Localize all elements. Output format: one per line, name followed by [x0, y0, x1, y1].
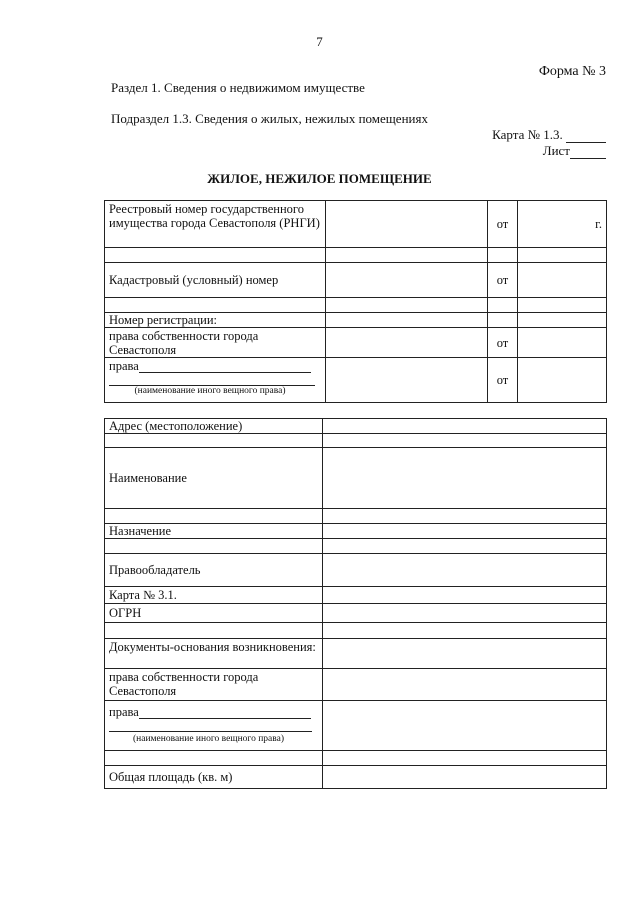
basis-documents-label: Документы-основания возникновения:	[105, 639, 323, 669]
registry-date-year-label: г.	[518, 201, 607, 248]
sheet-number	[543, 143, 606, 159]
ownership-rights-label: права собственности города Севастополя	[105, 328, 326, 358]
purpose-row	[105, 524, 607, 539]
other-right-cell	[105, 358, 326, 403]
card-3-1-value	[323, 587, 607, 604]
card-number	[492, 127, 606, 143]
cadastral-number-value	[326, 263, 488, 298]
total-area-value	[323, 766, 607, 789]
right-holder-value	[323, 554, 607, 587]
spacer-row	[105, 623, 607, 639]
ownership-registration-row	[105, 328, 607, 358]
name-row	[105, 448, 607, 509]
address-label: Адрес (местоположение)	[105, 419, 323, 434]
rights-blank	[139, 372, 311, 373]
registry-number-label: Реестровый номер государственного имущества города Севастополя (РНГИ)	[105, 201, 326, 248]
name-value	[323, 448, 607, 509]
card-number-label: Карта № 1.3.	[492, 127, 563, 142]
spacer-row	[105, 298, 607, 313]
cadastral-number-row	[105, 263, 607, 298]
details-table	[104, 418, 607, 789]
total-area-label: Общая площадь (кв. м)	[105, 766, 323, 789]
purpose-label: Назначение	[105, 524, 323, 539]
registration-number-row	[105, 313, 607, 328]
other-right-date-value	[518, 358, 607, 403]
sheet-label: Лист	[542, 143, 570, 158]
ownership-rights-label: права собственности города Севастополя	[105, 669, 323, 701]
right-holder-row	[105, 554, 607, 587]
other-right-registration-value	[326, 358, 488, 403]
ownership-basis-row	[105, 669, 607, 701]
other-right-registration-row	[105, 358, 607, 403]
total-area-row	[105, 766, 607, 789]
address-value	[323, 419, 607, 434]
other-right-caption: (наименование иного вещного права)	[132, 734, 285, 744]
registry-number-row	[105, 201, 607, 248]
section-title: Раздел 1. Сведения о недвижимом имуществе	[111, 80, 365, 95]
page-number: 7	[316, 34, 323, 49]
spacer-row	[105, 434, 607, 448]
cadastral-date-value	[518, 263, 607, 298]
purpose-value	[323, 524, 607, 539]
registration-number-label: Номер регистрации:	[105, 313, 326, 328]
rights-blank-line	[109, 719, 312, 732]
card-3-1-label: Карта № 3.1.	[105, 587, 323, 604]
ownership-registration-value	[326, 328, 488, 358]
ogrn-row	[105, 604, 607, 623]
card-3-1-row	[105, 587, 607, 604]
ownership-date-from-label: от	[488, 328, 518, 358]
rights-label: права	[109, 705, 139, 719]
cadastral-date-from-label: от	[488, 263, 518, 298]
name-label: Наименование	[105, 448, 323, 509]
spacer-row	[105, 248, 607, 263]
basis-documents-value	[323, 639, 607, 669]
ogrn-value	[323, 604, 607, 623]
subsection-title: Подраздел 1.3. Сведения о жилых, нежилых помещениях	[111, 111, 428, 126]
registry-number-value	[326, 201, 488, 248]
address-row	[105, 419, 607, 434]
other-right-date-from-label: от	[488, 358, 518, 403]
other-right-basis-row	[105, 701, 607, 751]
other-right-caption: (наименование иного вещного права)	[134, 386, 286, 396]
registry-table	[104, 200, 607, 403]
rights-blank	[139, 718, 311, 719]
spacer-row	[105, 509, 607, 524]
document-title: ЖИЛОЕ, НЕЖИЛОЕ ПОМЕЩЕНИЕ	[207, 171, 432, 186]
ownership-date-value	[518, 328, 607, 358]
other-right-cell	[105, 701, 323, 751]
spacer-row	[105, 751, 607, 766]
basis-documents-row	[105, 639, 607, 669]
spacer-row	[105, 539, 607, 554]
form-number: Форма № 3	[538, 64, 606, 79]
ownership-basis-value	[323, 669, 607, 701]
rights-blank-line	[109, 373, 315, 386]
sheet-number-blank	[570, 158, 606, 159]
right-holder-label: Правообладатель	[105, 554, 323, 587]
other-right-basis-value	[323, 701, 607, 751]
registry-date-from-label: от	[488, 201, 518, 248]
ogrn-label: ОГРН	[105, 604, 323, 623]
rights-label: права	[109, 359, 139, 373]
cadastral-number-label: Кадастровый (условный) номер	[105, 263, 326, 298]
